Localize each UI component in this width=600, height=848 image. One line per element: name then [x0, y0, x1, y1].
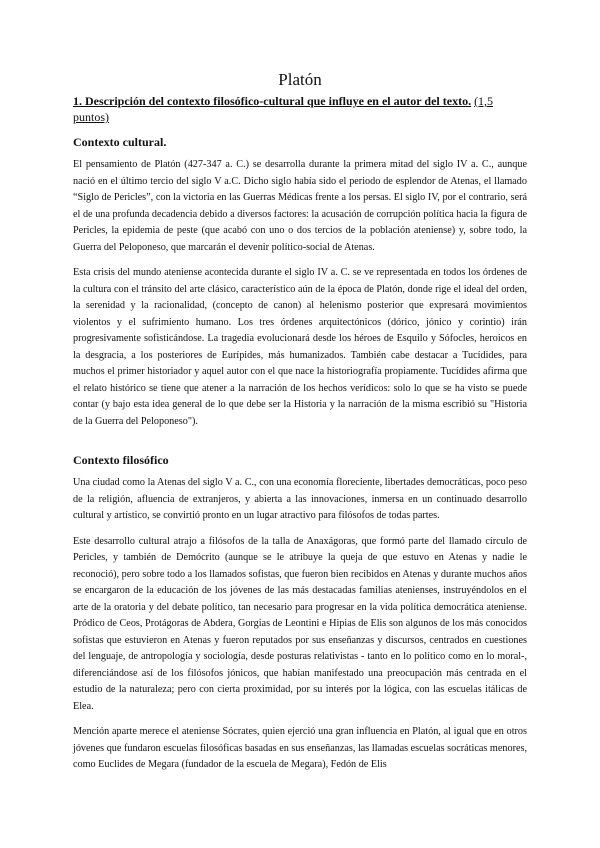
philosophical-paragraph-2: Este desarrollo cultural atrajo a filósofos de la talla de Anaxágoras, que formó parte del llamado círculo de Pericles, y también de Demócrito (aunque se le atribuye la queja de que estuvo en Atenas y nadie le reconoció), pero sobre todo a los llamados sofistas, que fueron bien recibidos en Atenas y durante muchos años se encargaron de la educación de los jóvenes de las más destacadas familias atenienses, instruyéndolos en el arte de la oratoria y del debate político, tan necesario para progresar en la vida política democrática ateniense. Pródico de Ceos, Protágoras de Abdera, Gorgias de Leontini e Hipias de Elis son algunos de los más conocidos sofistas que estuvieron en Atenas y fueron reputados por sus enseñanzas y discursos, centrados en cuestiones del lenguaje, de antropología y sociología, desde posturas relativistas - tanto en lo político como en lo moral-, diferenciándose así de los filósofos jónicos, que habían manifestado una preocupación más centrada en el estudio de la naturaleza; pero con cierta proximidad, por su interés por la lógica, con las escuelas itálicas de Elea. [73, 535, 527, 712]
section-heading-text: 1. Descripción del contexto filosófico-cultural que influye en el autor del texto. [73, 94, 472, 108]
philosophical-paragraph-3: Mención aparte merece el ateniense Sócrates, quien ejerció una gran influencia en Platón, al igual que en otros jóvenes que fundaron escuelas filosóficas basadas en sus enseñanzas, las llamadas escuelas socráticas menores, como Euclides de Megara (fundador de la escuela de Megara), Fedón de Elis [73, 726, 527, 770]
section-gap [73, 439, 527, 453]
section-points: (1,5 puntos) [73, 94, 494, 124]
philosophical-paragraph-1: Una ciudad como la Atenas del siglo V a. C., con una economía floreciente, libertades democráticas, poco peso de la religión, afluencia de extranjeros, y abierta a las innovaciones, inmersa en un continuado desarrollo cultural y artístico, se convirtió pronto en un lugar atractivo para filósofos de todas partes. [73, 477, 527, 521]
cultural-paragraph-2: Esta crisis del mundo ateniense acontecida durante el siglo IV a. C. se ve representada en todos los órdenes de la cultura con el tránsito del arte clásico, característico aún de la época de Platón, donde rige el ideal del orden, la serenidad y la racionalidad, (concepto de canon) al helenismo posterior que expresará movimientos violentos y el sufrimiento humano. Los tres órdenes arquitectónicos (dórico, jónico y corintio) irán progresivamente sofisticándose. La tragedia evolucionará desde los héroes de Esquilo y Sófocles, heroicos en la desgracia, a los posteriores de Eurípides, más humanizados. También cabe destacar a Tucídides, para muchos el primer historiador y aquel autor con el que nace la historiografía propiamente. Tucídides afirma que el relato histórico se tiene que atener a la narración de los hechos verídicos: solo lo que se ha visto se puede contar (y bajo esta idea general de lo que debe ser la Historia y la narración de la misma escribió su "Historia de la Guerra del Peloponeso"). [73, 267, 527, 427]
philosophical-context-heading: Contexto filosófico [73, 453, 169, 467]
section-heading [73, 93, 527, 125]
cultural-context-heading: Contexto cultural. [73, 135, 167, 149]
document-title: Platón [278, 70, 322, 89]
cultural-paragraph-1: El pensamiento de Platón (427-347 a. C.) se desarrolla durante la primera mitad del siglo IV a. C., aunque nació en el último tercio del siglo V a.C. Dicho siglo había sido el periodo de esplendor de Atenas, el llamado “Siglo de Pericles”, con la victoria en las Guerras Médicas frente a los persas. El siglo IV, por el contrario, será el de una profunda decadencia debido a diversos factores: la acusación de corrupción política hacia la figura de Pericles, la epidemia de peste (que acabó con uno o dos tercios de la población ateniense) y, sobre todo, la Guerra del Peloponeso, que marcarán el devenir político-social de Atenas. [73, 159, 527, 253]
